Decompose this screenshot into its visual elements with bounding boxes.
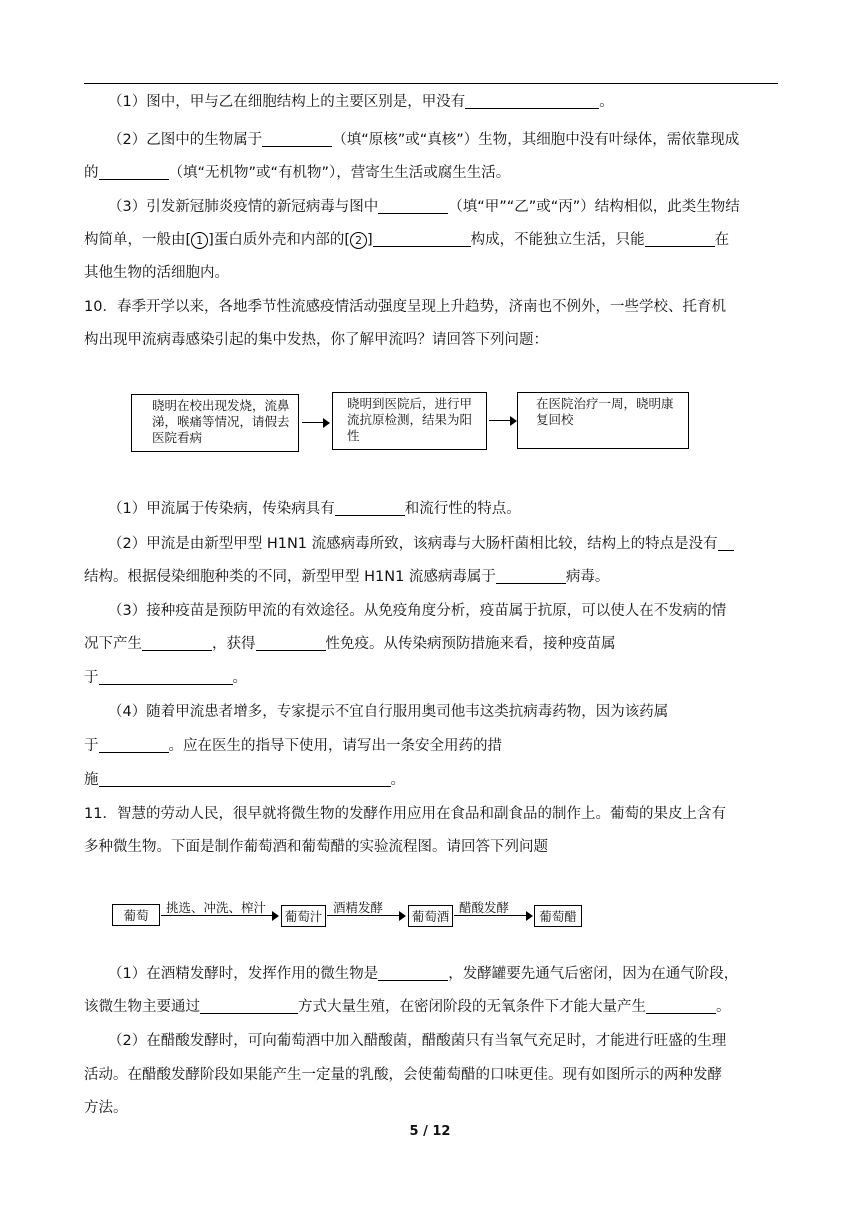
q10-part2-text-c: 病毒。 — [565, 569, 610, 585]
flow-step-1-text: 晓明在校出现发烧，流鼻涕，喉痛等情况，请假去医院看病 — [152, 398, 290, 445]
q10-part3-text-d: 性免疫。从传染病预防措施来看，接种疫苗属 — [325, 636, 616, 652]
q10-intro-text: 10．春季开学以来，各地季节性流感疫情活动强度呈现上升趋势，济南也不例外，一些学校、托育机 — [84, 299, 726, 315]
q11-intro-line2 — [84, 837, 548, 857]
answer-blank[interactable] — [256, 635, 326, 651]
q10-intro-line2 — [84, 330, 548, 350]
flow-box-wine-text: 葡萄酒 — [411, 909, 450, 924]
q10-part2-text-b: 结构。根据侵染细胞种类的不同，新型甲型 H1N1 流感病毒属于 — [84, 569, 496, 585]
q11-part2-text: （2）在醋酸发酵时，可向葡萄酒中加入醋酸菌，醋酸菌只有当氧气充足时，才能进行旺盛的生理 — [108, 1033, 727, 1049]
q11-part1-line2 — [84, 997, 731, 1017]
answer-blank[interactable] — [378, 198, 448, 214]
arrow-icon — [489, 416, 517, 426]
flow-box-wine — [408, 905, 453, 927]
answer-blank[interactable] — [262, 131, 332, 147]
q10-part1 — [108, 499, 521, 519]
answer-blank[interactable] — [646, 998, 716, 1014]
q10-part4-text-e: 。 — [390, 772, 405, 788]
q10-part4-text-d: 施 — [84, 772, 99, 788]
q11-part1-text-d: 方式大量生殖，在密闭阶段的无氧条件下才能大量产生 — [298, 999, 646, 1015]
q11-part1-text-e: 。 — [716, 999, 731, 1015]
flow-box-vinegar — [534, 905, 582, 927]
arrow-icon — [302, 418, 330, 428]
flow-box-vinegar-text: 葡萄醋 — [539, 909, 577, 924]
answer-blank[interactable] — [718, 535, 734, 551]
flow-step-3 — [517, 392, 689, 449]
flow-box-grape-juice-text: 葡萄汁 — [284, 909, 323, 924]
answer-blank[interactable] — [335, 500, 405, 516]
q9-part2-text-b: （填“原核”或“真核”）生物，其细胞中没有叶绿体，需依靠现成 — [332, 132, 740, 148]
q9-part3-text-b: （填“甲”“乙”或“丙”）结构相似，此类生物结 — [448, 199, 740, 215]
q10-part4-text-c: 。应在医生的指导下使用，请写出一条安全用药的措 — [168, 738, 502, 754]
page-number: 5 / 12 — [409, 1124, 451, 1139]
q9-part2-text-d: （填“无机物”或“有机物”），营寄生生活或腐生生活。 — [168, 165, 511, 181]
answer-blank[interactable] — [99, 771, 391, 787]
q10-part4-line1 — [108, 702, 668, 722]
q10-part2-text: （2）甲流是由新型甲型 H1N1 流感病毒所致，该病毒与大肠杆菌相比较，结构上的特点是没有 — [108, 536, 718, 552]
flow-step-3-text: 在医院治疗一周，晓明康复回校 — [536, 396, 674, 427]
arrow-icon — [327, 911, 406, 921]
answer-blank[interactable] — [99, 737, 169, 753]
header-rule — [84, 83, 778, 84]
flow-step-1 — [131, 394, 299, 452]
flow-step-2-text: 晓明到医院后，进行甲流抗原检测，结果为阳性 — [347, 396, 473, 443]
q9-part3-text-g: 在 — [714, 232, 730, 248]
q11-part1-text: （1）在酒精发酵时，发挥作用的微生物是 — [108, 966, 379, 982]
q10-part3-text-b: 况下产生 — [84, 636, 142, 652]
q9-part3-line2 — [84, 230, 729, 250]
q11-part2-line3 — [84, 1098, 128, 1118]
answer-blank[interactable] — [496, 568, 566, 584]
q11-part1-text-b: ，发酵罐要先通气后密闭，因为在通气阶段， — [448, 966, 739, 982]
q9-part3-line1 — [108, 197, 740, 217]
q10-part3-text-f: 。 — [232, 670, 247, 686]
q9-part3-text-d: ]蛋白质外壳和内部的[ — [208, 232, 350, 248]
q11-part2-line2 — [84, 1065, 722, 1085]
q10-intro-line1 — [84, 297, 726, 317]
q9-part3-text-h: 其他生物的活细胞内。 — [84, 265, 229, 281]
flow-label-2: 酒精发酵 — [333, 900, 384, 915]
q9-part1-end: 。 — [599, 94, 614, 110]
q10-part4-line2 — [84, 736, 502, 756]
circled-number-2: 2 — [350, 232, 367, 249]
circled-number-1: 1 — [191, 232, 208, 249]
q11-part2-line1 — [108, 1031, 726, 1051]
answer-blank[interactable] — [645, 231, 715, 247]
q9-part3-text: （3）引发新冠肺炎疫情的新冠病毒与图中 — [108, 199, 379, 215]
q9-part1 — [108, 92, 614, 112]
answer-blank[interactable] — [378, 965, 448, 981]
q11-part2-text-b: 活动。在醋酸发酵阶段如果能产生一定量的乳酸，会使葡萄醋的口味更佳。现有如图所示的两种发酵 — [84, 1067, 722, 1083]
q10-part2-line1 — [108, 534, 734, 554]
q10-part3-text: （3）接种疫苗是预防甲流的有效途径。从免疫角度分析，疫苗属于抗原，可以使人在不发病的情 — [108, 603, 727, 619]
answer-blank[interactable] — [99, 669, 233, 685]
q9-part1-text: （1）图中，甲与乙在细胞结构上的主要区别是，甲没有 — [108, 94, 466, 110]
q11-part2-text-c: 方法。 — [84, 1100, 128, 1116]
answer-blank[interactable] — [465, 93, 599, 109]
answer-blank[interactable] — [373, 231, 471, 247]
q11-intro-line1 — [84, 804, 726, 824]
arrow-icon — [161, 911, 279, 921]
flow-step-2 — [332, 392, 487, 450]
q10-part2-line2 — [84, 567, 609, 587]
answer-blank[interactable] — [142, 635, 212, 651]
q10-part3-line2 — [84, 634, 616, 654]
flow-box-grape — [112, 904, 160, 926]
q10-part3-line3 — [84, 668, 247, 688]
q9-part3-line3 — [84, 263, 229, 283]
q11-part1-text-c: 该微生物主要通过 — [84, 999, 200, 1015]
q10-part1-text-b: 和流行性的特点。 — [404, 501, 521, 517]
q9-part2-text: （2）乙图中的生物属于 — [108, 132, 263, 148]
flow-box-grape-text: 葡萄 — [123, 908, 149, 923]
q9-part2-text-c: 的 — [84, 165, 99, 181]
flow-label-3: 醋酸发酵 — [459, 900, 510, 915]
q9-part2-line2 — [84, 163, 510, 183]
q11-intro-text-b: 多种微生物。下面是制作葡萄酒和葡萄醋的实验流程图。请回答下列问题 — [84, 839, 548, 855]
q11-intro-text: 11．智慧的劳动人民，很早就将微生物的发酵作用应用在食品和副食品的制作上。葡萄的果皮上含有 — [84, 806, 726, 822]
q10-part4-line3 — [84, 770, 405, 790]
answer-blank[interactable] — [200, 998, 298, 1014]
arrow-icon — [454, 911, 533, 921]
q9-part3-text-e: ] — [367, 232, 373, 248]
q10-part3-line1 — [108, 601, 726, 621]
flow-label-1: 挑选、冲洗、榨汁 — [166, 900, 267, 915]
q10-part1-text: （1）甲流属于传染病，传染病具有 — [108, 501, 335, 517]
flow-box-grape-juice — [281, 905, 326, 927]
q9-part2-line1 — [108, 130, 739, 150]
q10-part4-text: （4）随着甲流患者增多，专家提示不宜自行服用奥司他韦这类抗病毒药物，因为该药属 — [108, 704, 669, 720]
answer-blank[interactable] — [99, 164, 169, 180]
q10-part3-text-c: ，获得 — [212, 636, 256, 652]
q10-part3-text-e: 于 — [84, 670, 99, 686]
q9-part3-text-f: 构成，不能独立生活，只能 — [470, 232, 645, 248]
q9-part3-text-c: 构简单，一般由[ — [84, 232, 192, 248]
q10-intro-text-b: 构出现甲流病毒感染引起的集中发热，你了解甲流吗？请回答下列问题： — [84, 332, 548, 348]
q10-part4-text-b: 于 — [84, 738, 99, 754]
q11-part1-line1 — [108, 964, 738, 984]
